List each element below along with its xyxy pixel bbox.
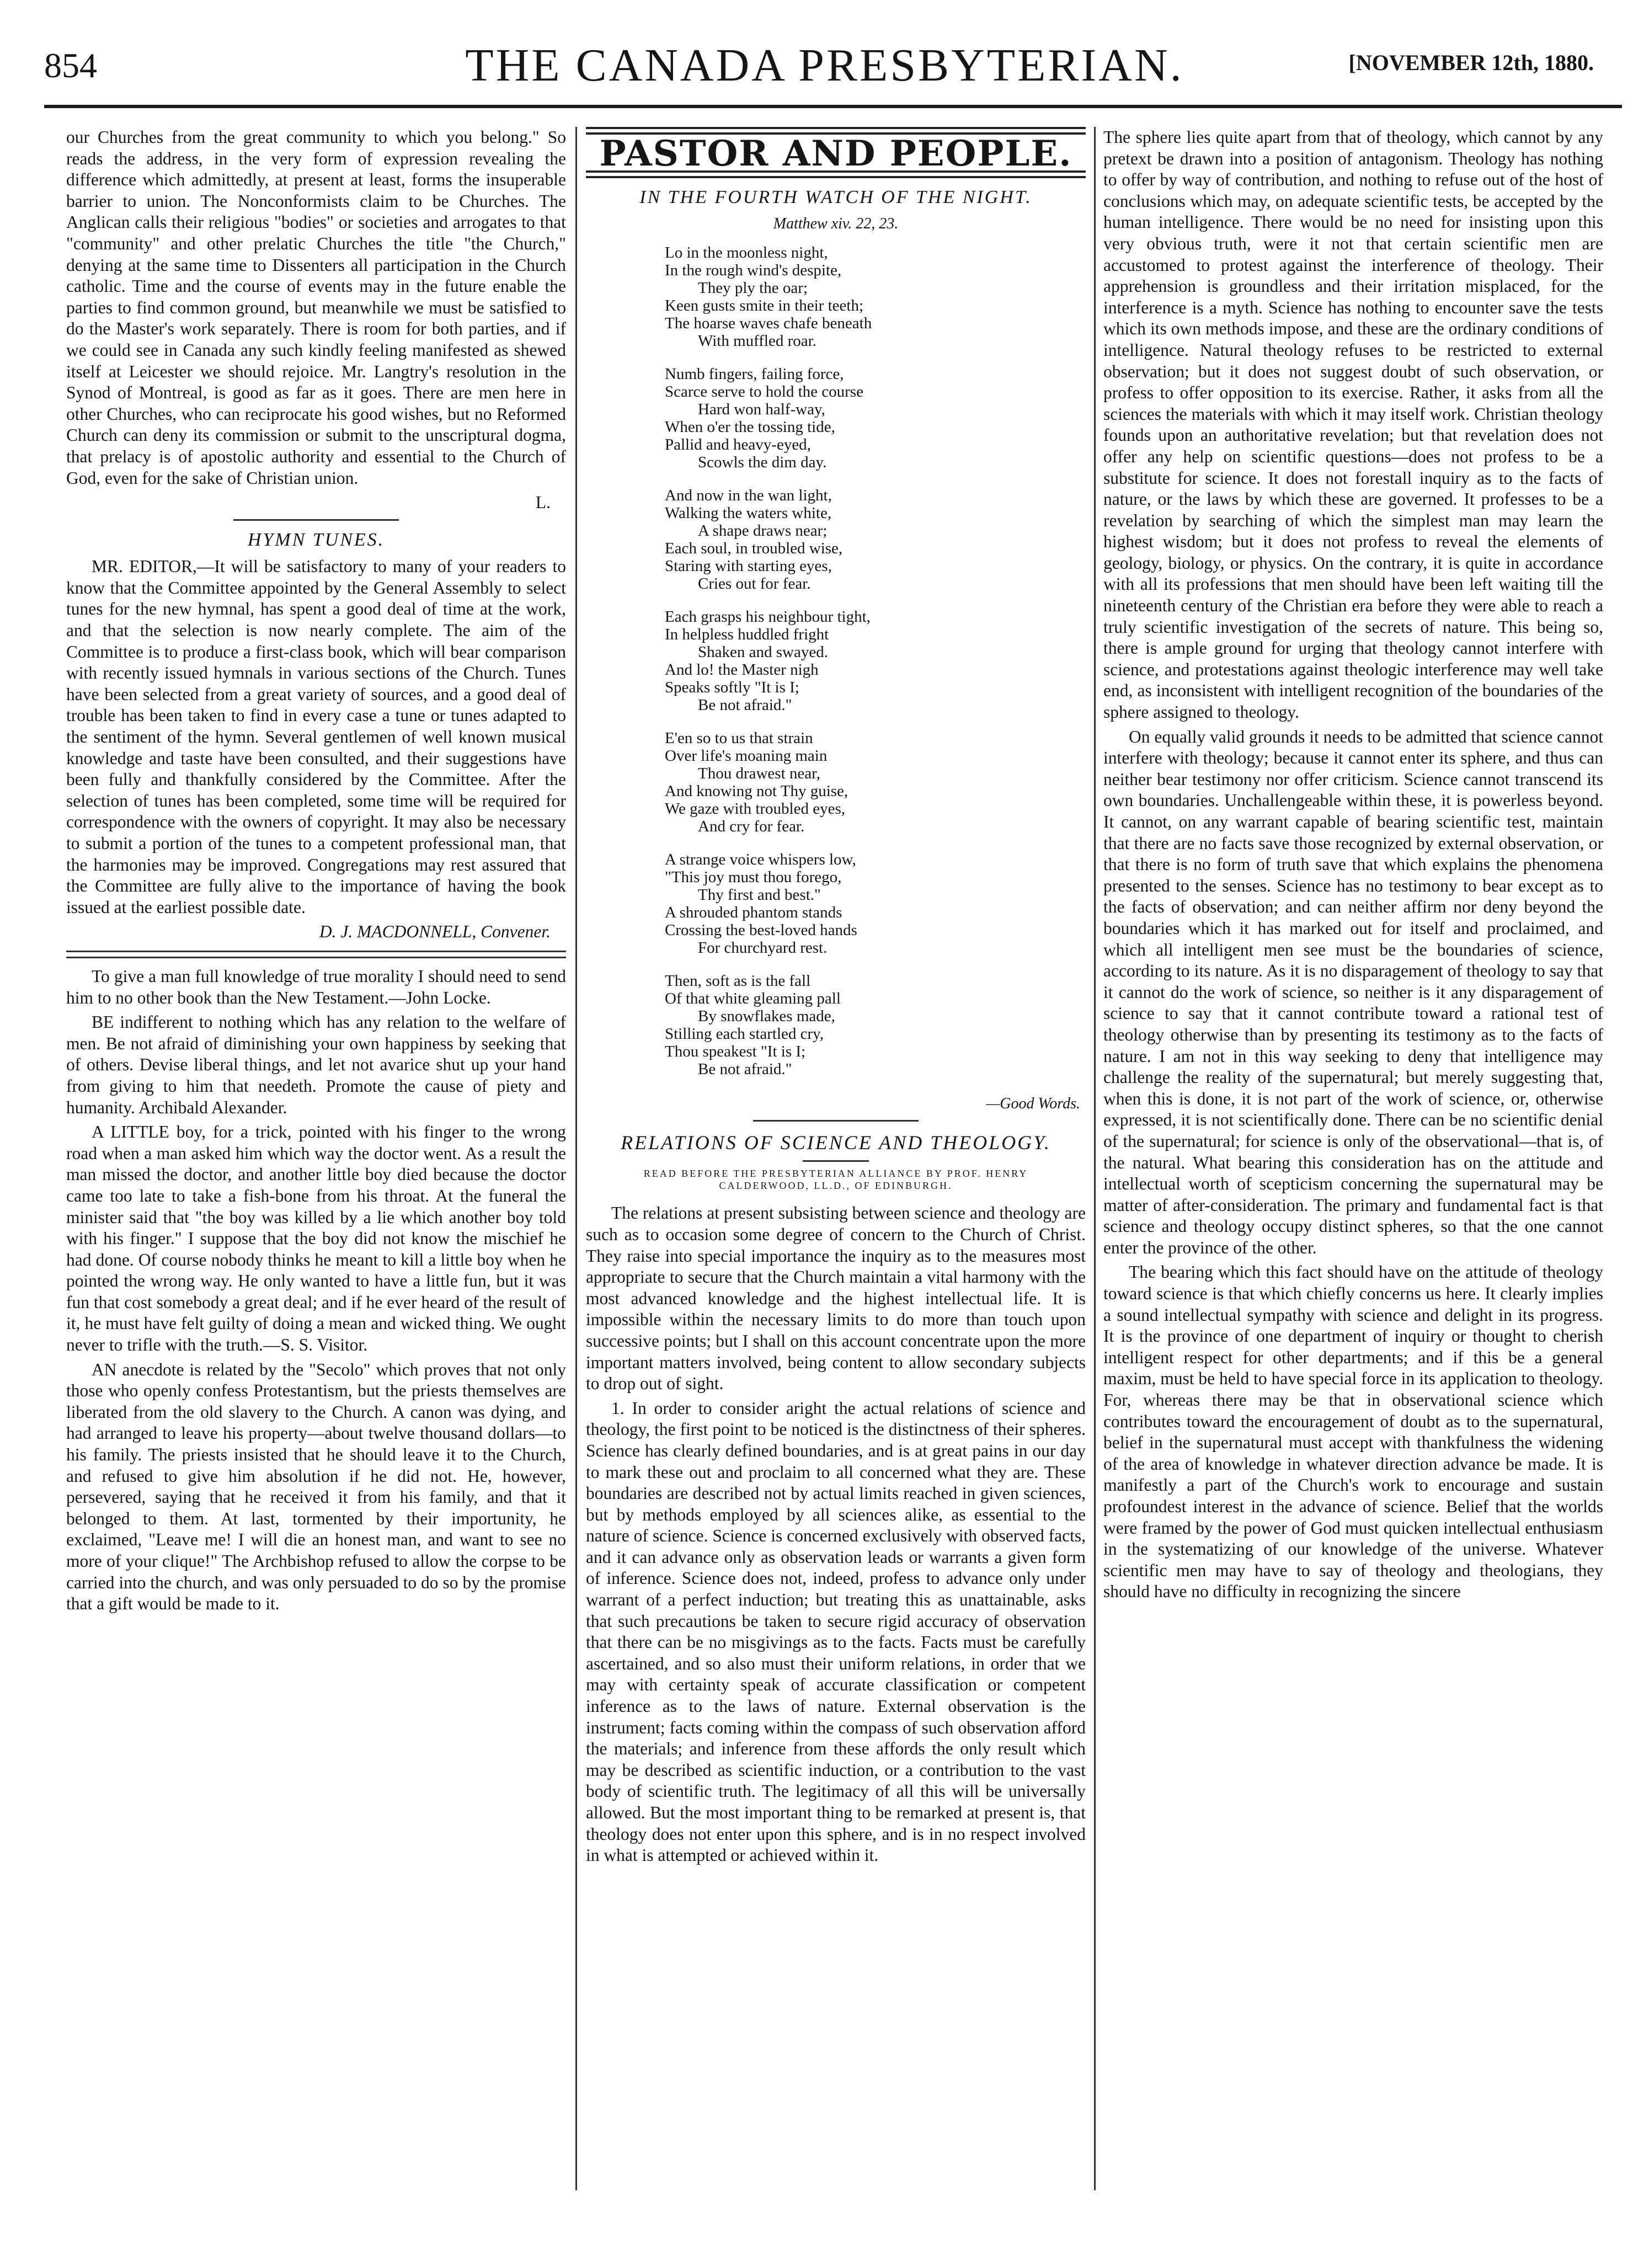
verse-line: Numb fingers, failing force,: [665, 365, 844, 383]
issue-date: [NOVEMBER 12th, 1880.: [1348, 50, 1594, 75]
verse-line: Hard won half-way,: [698, 400, 825, 418]
column-2: [586, 127, 1086, 1870]
verse-line: We gaze with troubled eyes,: [665, 799, 846, 818]
verse-line: "This joy must thou forego,: [665, 868, 842, 886]
verse-line: Be not afraid.": [698, 696, 792, 714]
paragraph: To give a man full knowledge of true morality I should need to send him to no other book than the New Testament.—John Locke.: [66, 966, 566, 1007]
verse-line: A strange voice whispers low,: [665, 850, 856, 868]
page-number: 854: [44, 46, 97, 85]
verse-line: Each soul, in troubled wise,: [665, 539, 843, 557]
verse-line: By snowflakes made,: [698, 1007, 835, 1025]
verse-line: In helpless huddled fright: [665, 625, 829, 643]
verse-line: And lo! the Master nigh: [665, 660, 819, 679]
letter-signature: D. J. MACDONNELL, Convener.: [319, 922, 551, 942]
verse-line: Over life's moaning main: [665, 746, 828, 765]
scripture-reference: Matthew xiv. 22, 23.: [773, 215, 899, 233]
verse-line: E'en so to us that strain: [665, 729, 813, 747]
verse-line: Shaken and swayed.: [698, 643, 828, 661]
newspaper-title: THE CANADA PRESBYTERIAN.: [465, 40, 1184, 91]
verse-line: And knowing not Thy guise,: [665, 782, 848, 800]
verse-line: And now in the wan light,: [665, 486, 832, 504]
verse-line: In the rough wind's despite,: [665, 261, 842, 279]
poem-source: —Good Words.: [986, 1095, 1080, 1112]
paragraph: The bearing which this fact should have on the attitude of theology toward science is that which chiefly concerns us here. It clearly implies a sound intellectual sympathy with science and delight in its progress. It is the province of one department of inquiry or thought to cherish intelligent respect for other departments; and if this be a general maxim, must be held to have special force in its application to theology. For, whereas there may be that in observational science which contributes toward the encouragement of doubt as to the supernatural, belief in the supernatural must accept with thankfulness the widening of the area of knowledge in whatever direction advance be made. It is manifestly a part of the Church's work to encourage and sustain profoundest interest in the advance of science. Belief that the worlds were framed by the power of God must quicken intellectual enthusiasm in the systematizing of our knowledge of the universe. Whatever scientific men may have to say of theology and theologians, they should have no difficulty in recognizing the sincere: [1103, 1262, 1603, 1602]
paragraph: On equally valid grounds it needs to be admitted that science cannot interfere with theology; because it cannot enter its sphere, and thus can neither bear testimony nor offer criticism. Science cannot transcend its own boundaries. Unchallengeable within these, it is powerless beyond. It cannot, on any warrant capable of bearing scientific test, maintain that there are no facts save those recognized by external observation, or that there is no form of truth save that which explains the phenomena presented to the senses. Science has no testimony to bear except as to the facts of observation; and can neither affirm nor deny beyond the boundaries which it has marked out for itself and proclaimed, and which all intelligent men see must be the boundaries of science, according to its nature. As it is no disparagement of theology to say that it cannot do the work of science, so neither is it any disparagement of science to say that it cannot contribute toward a rational test of theology otherwise than by presenting its testimony as to the facts of nature. I am not in this way seeking to deny that intelligence may challenge the reality of the supernatural; but merely suggesting that, when this is done, it is not part of the work of science, or, otherwise expressed, it is not scientifically done. There can be no scientific denial of the supernatural; for science is only of the observational—that is, of the natural. What bearing this consideration has on the attitude and intellectual worth of scepticism concerning the supernatural may be matter of after-consideration. The primary and fundamental fact is that science and theology occupy distinct spheres, so that the one cannot enter the province of the other.: [1103, 727, 1603, 1257]
verse-line: The hoarse waves chafe beneath: [665, 314, 872, 332]
verse-line: Scowls the dim day.: [698, 453, 827, 471]
paragraph: MR. EDITOR,—It will be satisfactory to many of your readers to know that the Committee appointed by the General Assembly to select tunes for the new hymnal, has spent a good deal of time at the work, and that the selection is now nearly complete. The aim of the Committee is to produce a first-class book, which will bear comparison with recently issued hymnals in various sections of the Church. Tunes have been selected from a great variety of sources, and a good deal of trouble has been taken to find in every case a tune or tunes adapted to the sentiment of the hymn. Several gentlemen of well known musical knowledge and taste have been consulted, and their suggestions have been fully and thankfully considered by the Committee. After the selection of tunes has been completed, some time will be required for correspondence with the owners of copyright. It may also be necessary to submit a portion of the tunes to a competent professional man, that the harmonies may be improved. Congregations may rest assured that the Committee are fully alive to the importance of having the book issued at the earliest possible date.: [66, 557, 566, 917]
poem: [665, 244, 1007, 1078]
verse-line: With muffled roar.: [698, 332, 817, 350]
stanza: [665, 365, 1007, 471]
verse-line: Be not afraid.": [698, 1060, 792, 1078]
column-1: [66, 127, 566, 1618]
verse-line: Then, soft as is the fall: [665, 972, 811, 990]
paragraph: A LITTLE boy, for a trick, pointed with his finger to the wrong road when a man asked him which way the doctor went. As a result the man missed the doctor, and another little boy died because the doctor came too late to take a fish-bone from his throat. At the funeral the minister said that "the boy was killed by a lie which another boy told with his finger." I suppose that the boy did not know the mischief he had done. Of course nobody thinks he meant to kill a little boy when he pointed the wrong way. He only wanted to have a little fun, but it was fun that cost somebody a great deal; and if he ever heard of the result of it, he must have felt guilty of doing a mean and wicked thing. We ought never to trifle with the truth.—S. S. Visitor.: [66, 1122, 566, 1355]
essay-title: RELATIONS OF SCIENCE AND THEOLOGY.: [621, 1132, 1051, 1154]
stanza: [665, 851, 1007, 957]
verse-line: Scarce serve to hold the course: [665, 382, 863, 401]
verse-line: Each grasps his neighbour tight,: [665, 607, 871, 626]
verse-line: Crossing the best-loved hands: [665, 921, 857, 939]
stanza: [665, 972, 1007, 1078]
verse-line: Lo in the moonless night,: [665, 243, 828, 262]
section-rule: [803, 1160, 869, 1162]
verse-line: Staring with starting eyes,: [665, 557, 832, 575]
stanza: [665, 244, 1007, 350]
essay-byline: READ BEFORE THE PRESBYTERIAN ALLIANCE BY PROF. HENRY CALDERWOOD, LL.D., OF EDINBURGH.: [643, 1168, 1028, 1192]
verse-line: When o'er the tossing tide,: [665, 418, 835, 436]
verse-line: Keen gusts smite in their teeth;: [665, 296, 864, 314]
paragraph: The sphere lies quite apart from that of theology, which cannot by any pretext be drawn into a position of antagonism. Theology has nothing to offer by way of contribution, and nothing to refuse out of the host of conclusions which may, on adequate scientific tests, be accepted by the human intelligence. There would be no need for insisting upon this very obvious truth, were it not that certain scientific men are accustomed to protest against the interference of theology. Their apprehension is groundless and their irritation misplaced, for the interference is a myth. Science has nothing to encounter save the tests which its own methods impose, and these are the ordinary conditions of intelligence. Natural theology refuses to be restricted to external observation; but it does not suggest doubt of such observation, or profess to offer opposition to its exercise. Rather, it asks from all the sciences the materials with which it may itself work. Christian theology founds upon an authoritative revelation; but that revelation does not offer any help on scientific questions—does not profess to be a substitute for science. It does not forestall inquiry as to the facts of nature, or the laws by which these are governed. It professes to be a revelation by searching of which the simplest man may learn the highest wisdom; but it does not profess to reveal the elements of geology, biology, or physics. On the contrary, it is quite in accordance with all its professions that men should have been left waiting till the nineteenth century of the Christian era before they were able to reach a truly scientific investigation of the secrets of nature. This being so, there is ample ground for urging that theology cannot interfere with science, and protestations against theologic interference may well take end, as inconsistent with intelligent recognition of the boundaries of the sphere assigned to theology.: [1103, 127, 1603, 722]
verse-line: Thou drawest near,: [698, 764, 820, 782]
intro-letter: [66, 127, 566, 514]
column-divider: [575, 127, 577, 2190]
verse-line: And cry for fear.: [698, 817, 805, 835]
letter-signature: L.: [535, 493, 551, 513]
section-rule: [66, 951, 566, 958]
verse-line: A shrouded phantom stands: [665, 903, 842, 921]
header-rule: [44, 105, 1622, 108]
stanza: [665, 729, 1007, 835]
section-title-hymn-tunes: HYMN TUNES.: [247, 529, 385, 550]
verse-line: For churchyard rest.: [698, 938, 828, 957]
poem-title: IN THE FOURTH WATCH OF THE NIGHT.: [639, 186, 1032, 207]
verse-line: A shape draws near;: [698, 521, 828, 540]
stanza: [665, 608, 1007, 714]
verse-line: Thy first and best.": [698, 885, 821, 904]
verse-line: Of that white gleaming pall: [665, 989, 841, 1007]
verse-line: Speaks softly "It is I;: [665, 678, 799, 696]
verse-line: Walking the waters white,: [665, 504, 832, 522]
verse-line: Cries out for fear.: [698, 574, 811, 593]
column-3: [1103, 127, 1603, 1606]
paragraph: BE indifferent to nothing which has any relation to the welfare of men. Be not afraid of diminishing your own happiness by seeking that of others. Devise liberal things, and let not avarice shut up your hand from giving to him that needeth. Promote the cause of piety and humanity. Archibald Alexander.: [66, 1012, 566, 1117]
verse-line: Stilling each startled cry,: [665, 1024, 824, 1043]
paragraph: our Churches from the great community to which you belong." So reads the address, in the very form of expression revealing the difference which admittedly, at present at least, forms the insuperable barrier to union. The Nonconformists claim to be Churches. The Anglican calls their religious "bodies" or societies and arrogates to that "community" and other prelatic Churches the title "the Church," denying at the same time to Dissenters all participation in the Church catholic. Time and the course of events may in the future enable the parties to find common ground, but meanwhile we must be satisfied to do the Master's work separately. There is room for both parties, and if we could see in Canada any such kindly feeling manifested as shewed itself at Leicester we should rejoice. Mr. Langtry's resolution in the Synod of Montreal, is good as far as it goes. There are men here in other Churches, who can reciprocate his good wishes, but no Reformed Church can deny its commission or submit to the unscriptural dogma, that prelacy is of apostolic authority and essential to the Church of God, even for the sake of Christian union.: [66, 127, 566, 488]
paragraph: The relations at present subsisting between science and theology are such as to occasion some degree of concern to the Church of Christ. They raise into special importance the inquiry as to the measures most appropriate to secure that the Church maintain a vital harmony with the most advanced knowledge and the highest intellectual life. It is impossible within the necessary limits to do more than touch upon successive points; but I shall on this account concentrate upon the more important matters involved, being content to allow secondary subjects to drop out of sight.: [586, 1203, 1086, 1394]
section-rule: [233, 519, 399, 521]
paragraph: AN anecdote is related by the "Secolo" which proves that not only those who openly confess Protestantism, but the priests themselves are liberated from the old slavery to the Church. A canon was dying, and had arranged to leave his property—about twelve thousand dollars—to his family. The priests insisted that he should leave it to the Church, and refused to give him absolution if he did not. He, however, persevered, saying that he received it from his family, and that it belonged to them. At last, tormented by their importunity, he exclaimed, "Leave me! I will die an honest man, and want to see no more of your clique!" The Archbishop refused to allow the corpse to be carried into the church, and was only persuaded to do so by the promise that a gift would be made to it.: [66, 1359, 566, 1614]
masthead: [0, 33, 1649, 132]
column-divider: [1094, 127, 1096, 2190]
stanza: [665, 487, 1007, 593]
verse-line: Thou speakest "It is I;: [665, 1042, 806, 1060]
verse-line: Pallid and heavy-eyed,: [665, 435, 811, 453]
verse-line: They ply the oar;: [698, 279, 808, 297]
section-rule: [753, 1120, 919, 1122]
department-heading: PASTOR AND PEOPLE.: [599, 133, 1072, 174]
paragraph: 1. In order to consider aright the actual relations of science and theology, the first point to be noticed is the distinctness of their spheres. Science has clearly defined boundaries, and is at great pains in our day to mark these out and proclaim to all concerned what they are. These boundaries are described not by actual limits reached in given sciences, but by methods employed by all sciences alike, as essential to the nature of science. Science is concerned exclusively with observed facts, and it can advance only as observation leads or warrants a given form of inference. Science does not, indeed, profess to advance only under warrant of a perfect induction; but treating this as unattainable, asks that such precautions be taken to secure rigid accuracy of observation that there can be no misgivings as to the facts. Facts must be carefully ascertained, and so also must their uniform relations, in order that we may with certainty speak of accurate classification or competent inference as to the laws of nature. External observation is the instrument; facts coming within the compass of such observation afford the materials; and inference from these affords the only result which may be described as scientific induction, or a contribution to the vast body of scientific truth. The legitimacy of all this will be universally allowed. But the most important thing to be remarked at present is, that theology does not enter upon this sphere, and is in no respect involved in what is attempted or achieved within it.: [586, 1398, 1086, 1865]
